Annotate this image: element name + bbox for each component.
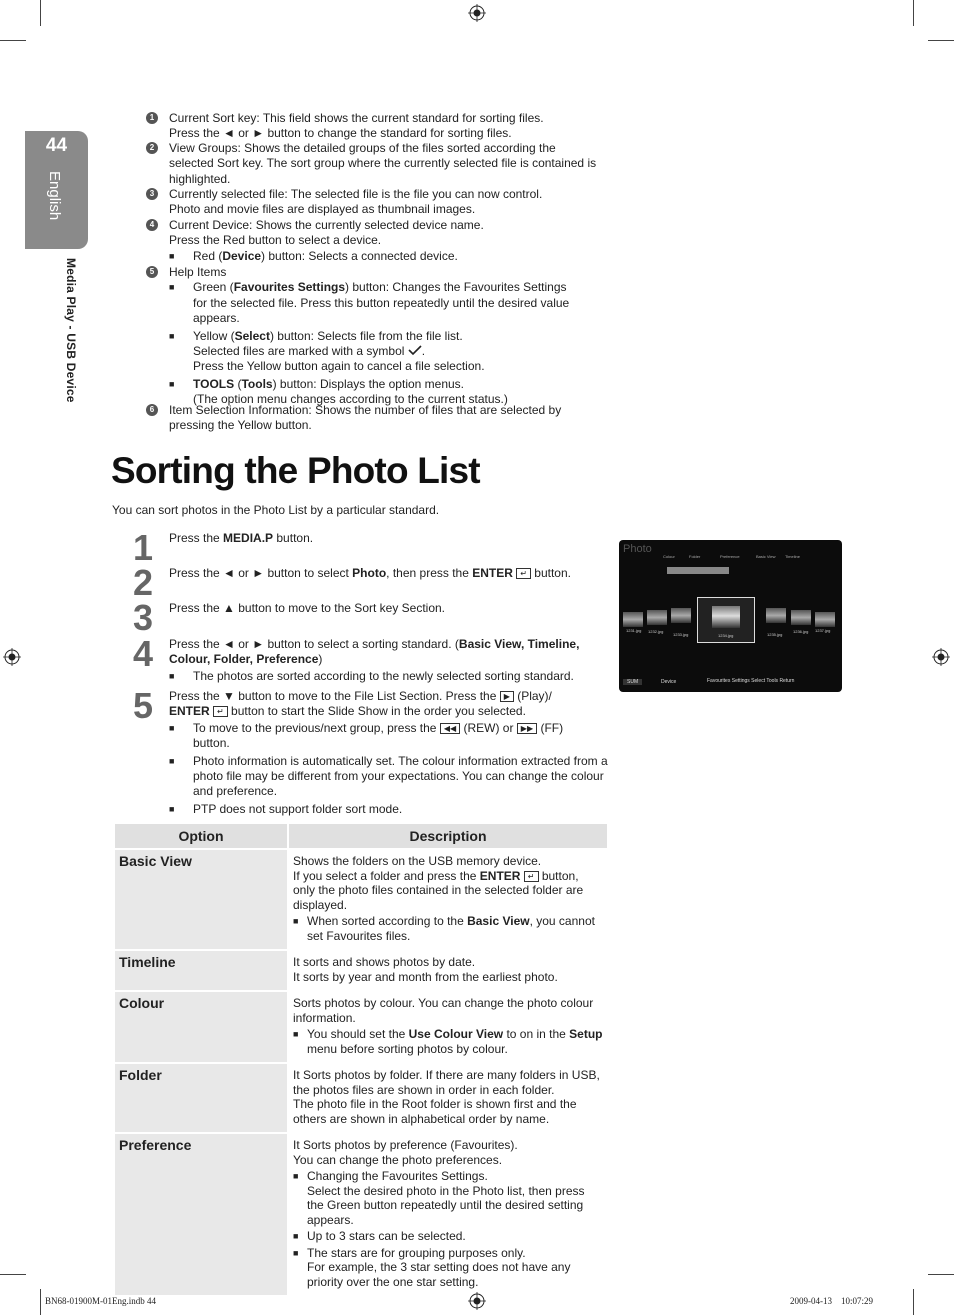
footer-date: 2009-04-13 10:07:29 [790,1296,873,1306]
sub-item: ■ The stars are for grouping purposes only. For example, the 3 star setting does not have any priority over the one star setting. [293,1245,571,1289]
sub-item: ■ Photo information is automatically set. The colour information extracted from a photo file may be different from your expectations. You can change the colour and preference. [169,754,608,798]
crop-mark [0,1274,26,1275]
tv-tab: Preference [720,554,740,559]
sub-item: ■ PTP does not support folder sort mode. [169,802,403,816]
step-text: Press the ◄ or ► button to select Photo, then press the ENTER ↵ button. [169,566,571,580]
item-number: 6 [146,404,158,416]
step-number: 2 [133,562,153,603]
step-text: Press the ▼ button to move to the File List Section. Press the ▶ (Play)/ ENTER ↵ button to start the Slide Show in the order you selected. ■ To move to the previous/next group, press the ◀◀ (REW) or ▶▶ (FF) button. ■ Photo information is automatically set. The colour information extracted from a photo file may be different from your expectations. You can change the colour and preference. ■ PTP does not support folder sort mode. [169,689,608,816]
crop-mark [913,0,914,26]
table-row: Folder It Sorts photos by folder. If there are many folders in USB, the photos files are shown in order in each folder. The photo file in the Root folder is shown first and the others are shown in alphabetical order by name. [115,1064,607,1132]
enter-icon: ↵ [213,706,228,717]
intro-text: You can sort photos in the Photo List by a particular standard. [112,503,440,517]
crop-mark [913,1289,914,1315]
sub-item: ■ The photos are sorted according to the newly selected sorting standard. [169,669,574,683]
item-number: 4 [146,219,158,231]
language-label: English [46,171,63,221]
tv-help-bar: SUM Device Favourites Settings Select Tools Return [619,677,842,689]
registration-mark-icon [932,648,950,666]
step-text: Press the ◄ or ► button to select a sorting standard. (Basic View, Timeline, Colour, Folder, Preference) ■ The photos are sorted according to the newly selected sorting standard. [169,637,609,684]
fast-forward-icon: ▶▶ [517,723,537,734]
section-label: Media Play - USB Device [64,258,78,403]
tv-title: Photo [623,543,652,555]
tv-selected-file: 1234.jpg [697,597,755,643]
step-number: 4 [133,633,153,674]
rewind-icon: ◀◀ [440,723,460,734]
tv-tab: Basic View [756,554,776,559]
item-number: 5 [146,266,158,278]
tv-screenshot: Photo Colour Folder Preference Basic View Timeline 1231.jpg 1232.jpg 1233.jpg 1235.jpg 1236.jpg 1237.jpg 1234.jpg SUM Device Favourites Settings Select Tools Return [619,540,842,692]
sub-item: ■ Yellow (Select) button: Selects file from the file list. Selected files are marked with a symbol . Press the Yellow button again to cancel a file selection. [169,328,485,374]
page-tab [25,131,88,249]
sub-item: ■ Up to 3 stars can be selected. [293,1229,466,1243]
registration-mark-icon [3,648,21,666]
table-row: Preference It Sorts photos by preference (Favourites). You can change the photo preferences. ■ Changing the Favourites Settings. Select the desired photo in the Photo list, then press the Green button repeatedly until the desired setting appears. ■ Up to 3 stars can be selected. ■ The stars are for grouping purposes only. For example, the 3 star setting does not have any priority over the one star setting. [115,1134,607,1295]
step-text: Press the MEDIA.P button. [169,531,314,545]
sub-item: ■ You should set the Use Colour View to on in the Setup menu before sorting photos by colour. [293,1027,603,1056]
list-item: 2 View Groups: Shows the detailed groups of the files sorted according the selected Sort key. The sort group where the currently selected file is contained is highlighted. [146,141,616,187]
list-item: 5 Help Items ■ Green (Favourites Settings) button: Changes the Favourites Settings for the selected file. Press this button repeatedly until the desired value appears. ■ Yellow (Select) button: Selects file from the file list. Selected files are marked with a symbol . Press the Yellow button again to cancel a file selection. ■ TOOLS (Tools) button: Displays the option menus. (The option menu changes according to the current status.) [146,265,616,408]
sub-item: ■ TOOLS (Tools) button: Displays the option menus. (The option menu changes according to the current status.) [169,376,508,407]
table-header: Description [289,824,607,848]
step-number: 5 [133,685,153,726]
table-row: Colour Sorts photos by colour. You can change the photo colour information. ■ You should set the Use Colour View to on in the Setup menu before sorting photos by colour. [115,992,607,1062]
crop-mark [40,0,41,26]
sub-item: ■ When sorted according to the Basic View, you cannot set Favourites files. [293,914,595,943]
sub-item: ■ To move to the previous/next group, press the ◀◀ (REW) or ▶▶ (FF) button. [169,721,564,750]
check-mark-icon [408,345,422,355]
registration-mark-icon [468,4,486,22]
tv-tab: Timeline [785,554,800,559]
item-number: 3 [146,188,158,200]
list-item: 1 Current Sort key: This field shows the current standard for sorting files. Press the ◄ or ► button to change the standard for sorting files. [146,111,616,142]
crop-mark [40,1289,41,1315]
step-text: Press the ▲ button to move to the Sort key Section. [169,601,446,615]
sub-item: ■ Green (Favourites Settings) button: Changes the Favourites Settings for the selected file. Press this button repeatedly until the desired value appears. [169,280,570,326]
crop-mark [0,40,26,41]
item-number: 2 [146,142,158,154]
play-icon: ▶ [500,691,514,702]
step-number: 1 [133,527,153,568]
sub-item: ■ Changing the Favourites Settings. Select the desired photo in the Photo list, then press the Green button repeatedly until the desired setting appears. [293,1169,585,1227]
enter-icon: ↵ [524,871,539,882]
options-table [113,822,609,1297]
step-number: 3 [133,597,153,638]
list-item: 3 Currently selected file: The selected file is the file you can now control. Photo and movie files are displayed as thumbnail images. [146,187,616,218]
crop-mark [928,40,954,41]
footer-file: BN68-01900M-01Eng.indb 44 [45,1296,156,1306]
list-item: 6 Item Selection Information: Shows the number of files that are selected by pressing the Yellow button. [146,403,616,434]
table-row: Timeline It sorts and shows photos by date. It sorts by year and month from the earliest photo. [115,951,607,990]
table-header: Option [115,824,287,848]
crop-mark [928,1274,954,1275]
tv-sort-bar [667,567,729,574]
table-row: Basic View Shows the folders on the USB memory device. If you select a folder and press the ENTER ↵ button, only the photo files contained in the selected folder are displayed. ■ When sorted according to the Basic View, you cannot set Favourites files. [115,850,607,949]
list-item: 4 Current Device: Shows the currently selected device name. Press the Red button to select a device. ■ Red (Device) button: Selects a connected device. [146,218,616,264]
tv-tab: Folder [689,554,701,559]
tv-tab: Colour [663,554,675,559]
sub-item: ■ Red (Device) button: Selects a connected device. [169,248,458,263]
enter-icon: ↵ [516,568,531,579]
page-title: Sorting the Photo List [111,450,480,491]
page-number: 44 [45,135,68,156]
item-number: 1 [146,112,158,124]
